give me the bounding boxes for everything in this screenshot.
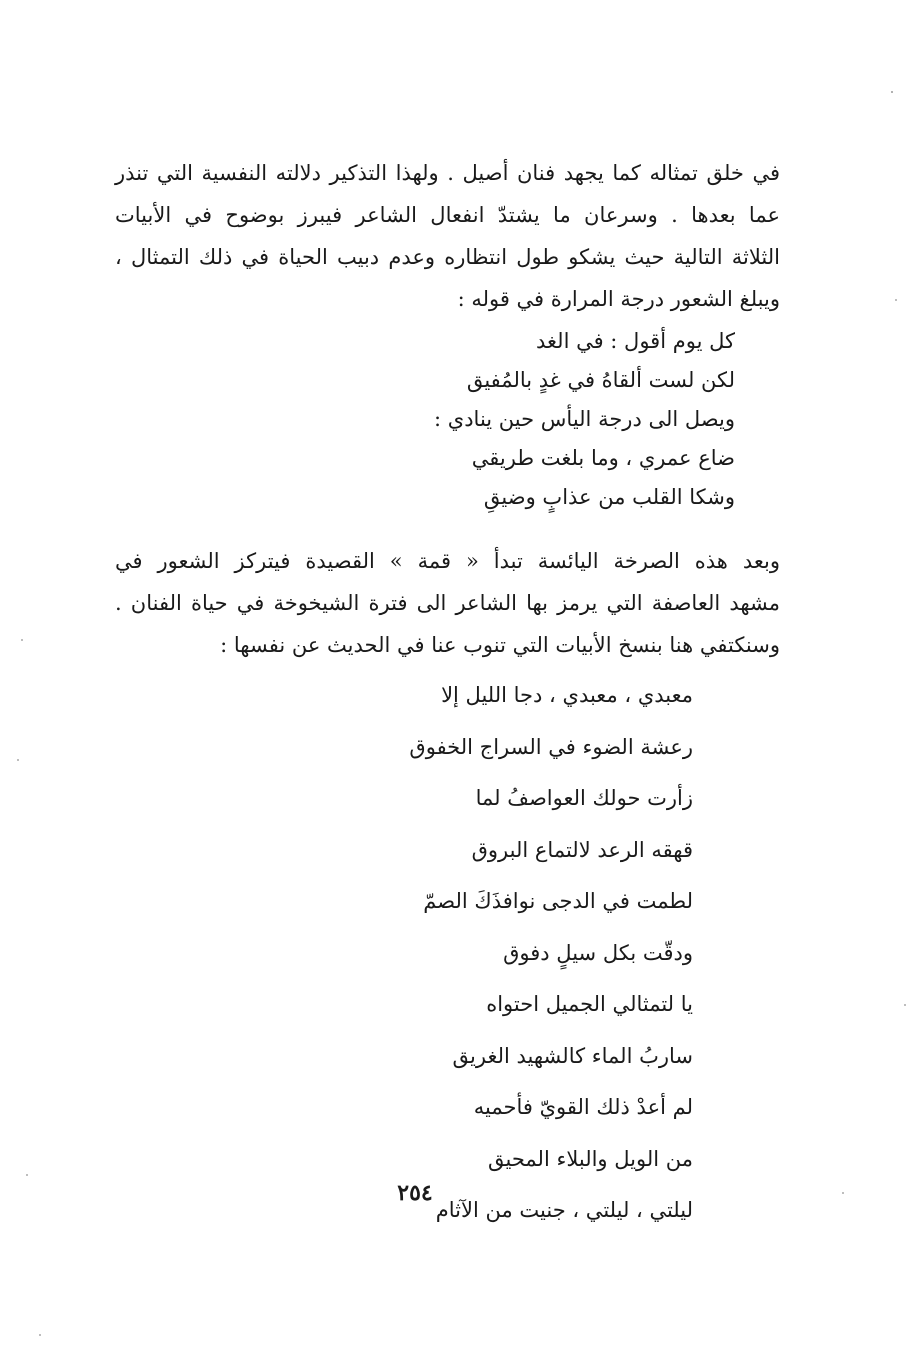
verse-line: زأرت حولك العواصفُ لما: [475, 786, 693, 810]
paragraph-line: وسنكتفي هنا بنسخ الأبيات التي تنوب عنا في الحديث عن نفسها :: [220, 633, 780, 657]
paragraph-line: ويبلغ الشعور درجة المرارة في قوله :: [457, 287, 780, 311]
verse-line: ليلتي ، ليلتي ، جنيت من الآثام: [435, 1198, 693, 1222]
verse-line: وشكا القلب من عذابٍ وضيقِ: [483, 485, 735, 509]
verse-line: ساربُ الماء كالشهيد الغريق: [452, 1043, 693, 1068]
verse-line: لكن لست ألقاهُ في غدٍ بالمُفيق: [466, 368, 735, 392]
verse-line: من الويل والبلاء المحيق: [488, 1146, 693, 1171]
verse-block-1: [434, 322, 735, 517]
paragraph-line: في خلق تمثاله كما يجهد فنان أصيل . ولهذا التذكير دلالته النفسية التي تنذر: [115, 161, 780, 185]
verse-line: يا لتمثالي الجميل احتواه: [486, 992, 693, 1016]
verse-line: لطمت في الدجى نوافذَكَ الصمّ: [423, 889, 693, 913]
verse-block-2: [409, 670, 693, 1237]
paragraph-line: وبعد هذه الصرخة اليائسة تبدأ « قمة » القصيدة فيتركز الشعور في: [115, 549, 780, 573]
verse-line: ضاع عمري ، وما بلغت طريقي: [471, 446, 735, 470]
verse-line: معبدي ، معبدي ، دجا الليل إلا: [441, 683, 693, 707]
verse-line: ودقّت بكل سيلٍ دفوق: [503, 940, 693, 965]
paragraph-2: [115, 540, 780, 666]
paragraph-1: [115, 152, 780, 320]
verse-line: لم أعدْ ذلك القويّ فأحميه: [473, 1095, 693, 1119]
verse-line: كل يوم أقول : في الغد: [536, 329, 735, 353]
paragraph-line: مشهد العاصفة التي يرمز بها الشاعر الى فترة الشيخوخة في حياة الفنان .: [115, 591, 780, 615]
verse-line: قهقه الرعد لالتماع البروق: [471, 837, 693, 862]
verse-line: رعشة الضوء في السراج الخفوق: [409, 734, 693, 759]
paragraph-line: الثلاثة التالية حيث يشكو طول انتظاره وعدم دبيب الحياة في ذلك التمثال ،: [115, 245, 780, 269]
page-number: ٢٥٤: [397, 1180, 433, 1206]
paragraph-line: عما بعدها . وسرعان ما يشتدّ انفعال الشاعر فيبرز بوضوح في الأبيات: [115, 203, 780, 227]
verse-line: ويصل الى درجة اليأس حين ينادي :: [434, 407, 735, 431]
